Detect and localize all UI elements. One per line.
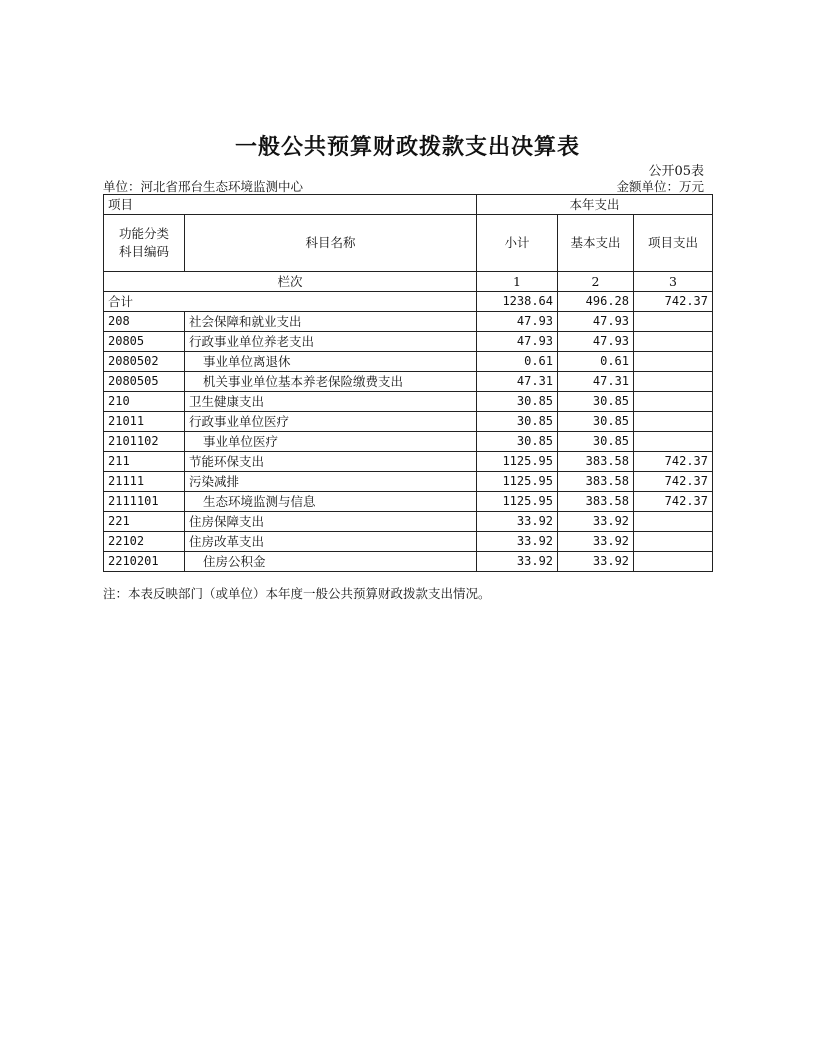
- row-basic: 383.58: [558, 452, 634, 472]
- row-basic: 30.85: [558, 392, 634, 412]
- row-subject-name: 住房改革支出: [185, 532, 477, 552]
- row-subject-name: 住房保障支出: [185, 512, 477, 532]
- header-subject-name: 科目名称: [185, 215, 477, 272]
- header-project: 项目支出: [634, 215, 713, 272]
- table-row: [104, 452, 713, 472]
- row-code: 20805: [104, 332, 185, 352]
- row-subject-name: 事业单位医疗: [185, 432, 477, 452]
- row-basic: 47.93: [558, 332, 634, 352]
- header-subtotal: 小计: [477, 215, 558, 272]
- row-subject-name: 事业单位离退休: [185, 352, 477, 372]
- row-subtotal: 1125.95: [477, 472, 558, 492]
- row-project: [634, 312, 713, 332]
- row-code: 221: [104, 512, 185, 532]
- row-subtotal: 33.92: [477, 532, 558, 552]
- row-subtotal: 47.93: [477, 312, 558, 332]
- row-subtotal: 30.85: [477, 432, 558, 452]
- row-code: 2111101: [104, 492, 185, 512]
- row-code: 21011: [104, 412, 185, 432]
- row-subject-name: 社会保障和就业支出: [185, 312, 477, 332]
- header-item: 项目: [104, 195, 477, 215]
- row-code: 2101102: [104, 432, 185, 452]
- row-subject-name: 卫生健康支出: [185, 392, 477, 412]
- row-subtotal: 47.93: [477, 332, 558, 352]
- row-basic: 383.58: [558, 472, 634, 492]
- row-subtotal: 33.92: [477, 552, 558, 572]
- column-index-row: [104, 272, 713, 292]
- row-project: 742.37: [634, 472, 713, 492]
- table-row: [104, 372, 713, 392]
- header-row-1: [104, 195, 713, 215]
- row-subtotal: 0.61: [477, 352, 558, 372]
- row-subject-name: 行政事业单位养老支出: [185, 332, 477, 352]
- row-subtotal: 30.85: [477, 412, 558, 432]
- row-subtotal: 33.92: [477, 512, 558, 532]
- row-subtotal: 30.85: [477, 392, 558, 412]
- row-code: 2080505: [104, 372, 185, 392]
- table-row: [104, 512, 713, 532]
- header-func-code: 功能分类科目编码: [104, 215, 185, 272]
- table-row: [104, 552, 713, 572]
- row-basic: 30.85: [558, 432, 634, 452]
- table-row: [104, 532, 713, 552]
- table-row: [104, 412, 713, 432]
- row-subject-name: 行政事业单位医疗: [185, 412, 477, 432]
- row-basic: 47.31: [558, 372, 634, 392]
- total-subtotal: 1238.64: [477, 292, 558, 312]
- table-row: [104, 352, 713, 372]
- row-project: 742.37: [634, 452, 713, 472]
- row-code: 2210201: [104, 552, 185, 572]
- row-subject-name: 机关事业单位基本养老保险缴费支出: [185, 372, 477, 392]
- row-code: 2080502: [104, 352, 185, 372]
- row-project: [634, 412, 713, 432]
- total-project: 742.37: [634, 292, 713, 312]
- row-code: 21111: [104, 472, 185, 492]
- table-row: [104, 312, 713, 332]
- row-code: 210: [104, 392, 185, 412]
- col-index-3: 3: [634, 272, 713, 292]
- row-basic: 0.61: [558, 352, 634, 372]
- row-subject-name: 节能环保支出: [185, 452, 477, 472]
- row-project: 742.37: [634, 492, 713, 512]
- row-basic: 33.92: [558, 532, 634, 552]
- col-index-2: 2: [558, 272, 634, 292]
- row-project: [634, 392, 713, 412]
- table-row: [104, 492, 713, 512]
- total-row: [104, 292, 713, 312]
- table-row: [104, 472, 713, 492]
- row-subject-name: 污染减排: [185, 472, 477, 492]
- table-row: [104, 432, 713, 452]
- total-label: 合计: [104, 292, 477, 312]
- form-number: 公开05表: [648, 164, 704, 179]
- row-subtotal: 1125.95: [477, 452, 558, 472]
- footnote: 注：本表反映部门（或单位）本年度一般公共预算财政拨款支出情况。: [103, 586, 491, 601]
- column-label: 栏次: [104, 272, 477, 292]
- row-project: [634, 372, 713, 392]
- row-subject-name: 生态环境监测与信息: [185, 492, 477, 512]
- total-basic: 496.28: [558, 292, 634, 312]
- row-project: [634, 352, 713, 372]
- row-project: [634, 512, 713, 532]
- row-code: 22102: [104, 532, 185, 552]
- col-index-1: 1: [477, 272, 558, 292]
- row-subtotal: 1125.95: [477, 492, 558, 512]
- row-code: 208: [104, 312, 185, 332]
- row-subject-name: 住房公积金: [185, 552, 477, 572]
- row-basic: 47.93: [558, 312, 634, 332]
- header-basic: 基本支出: [558, 215, 634, 272]
- row-basic: 30.85: [558, 412, 634, 432]
- table-row: [104, 332, 713, 352]
- header-row-2: [104, 215, 713, 272]
- row-project: [634, 552, 713, 572]
- table-row: [104, 392, 713, 412]
- row-project: [634, 332, 713, 352]
- amount-unit: 金额单位：万元: [616, 179, 704, 194]
- expenditure-table: [103, 194, 713, 572]
- row-project: [634, 432, 713, 452]
- row-basic: 383.58: [558, 492, 634, 512]
- unit-label: 单位：河北省邢台生态环境监测中心: [103, 179, 304, 194]
- row-project: [634, 532, 713, 552]
- row-subtotal: 47.31: [477, 372, 558, 392]
- row-code: 211: [104, 452, 185, 472]
- row-basic: 33.92: [558, 552, 634, 572]
- row-basic: 33.92: [558, 512, 634, 532]
- header-current-year: 本年支出: [477, 195, 713, 215]
- page-title: 一般公共预算财政拨款支出决算表: [234, 135, 580, 160]
